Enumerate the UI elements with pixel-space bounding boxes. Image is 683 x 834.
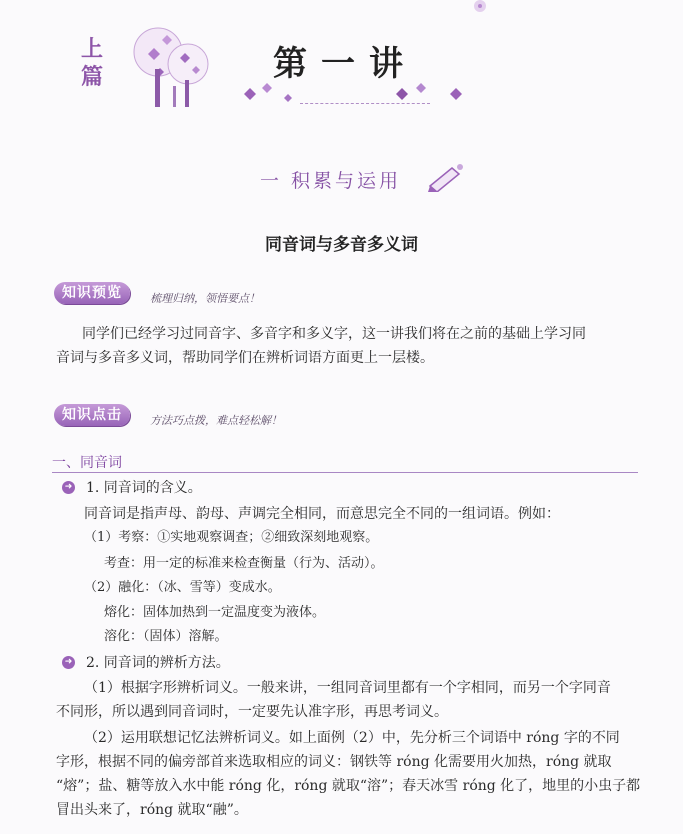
homophones-heading: 一、同音词: [52, 455, 122, 471]
item1-example2-sub2: 溶化：（固体）溶解。: [104, 629, 228, 644]
item2-p1-line2: 不同形，所以遇到同音词时，一定要先认准字形，再思考词义。: [56, 704, 448, 720]
item2-p2-line4: 冒出头来了，róng 就取“融”。: [56, 802, 248, 818]
item2-p2-line1: （2）运用联想记忆法辨析词义。如上面例（2）中，先分析三个词语中 róng 字的不同: [84, 730, 620, 746]
heading-underline: [52, 472, 638, 473]
item1-example2: （2）融化：（冰、雪等）变成水。: [84, 580, 281, 595]
flower-decoration: [460, 0, 500, 20]
side-label-top: 上: [80, 37, 103, 62]
chapter-title: 第一讲: [273, 44, 417, 84]
points-tagline: 方法巧点拨，难点轻松解！: [150, 414, 282, 427]
item1-title: 1. 同音词的含义。: [86, 480, 202, 496]
item1-definition: 同音词是指声母、韵母、声调完全相同，而意思完全不同的一组词语。例如：: [84, 506, 560, 522]
preview-paragraph-line1: 同学们已经学习过同音字、多音字和多义字，这一讲我们将在之前的基础上学习同: [82, 326, 586, 342]
preview-tagline: 梳理归纳，领悟要点！: [150, 292, 260, 305]
item1-example1: （1）考察：①实地观察调查；②细致深刻地观察。: [84, 530, 379, 545]
lesson-title: 同音词与多音多义词: [265, 235, 418, 255]
item2-p2-line3: “熔”；盐、糖等放入水中能 róng 化，róng 就取“溶”；春天冰雪 róng 化了，地里的小虫子都: [56, 778, 641, 794]
section-title: 一 积累与运用: [260, 170, 402, 192]
item1-example1-sub: 考查：用一定的标准来检查衡量（行为、活动）。: [104, 556, 384, 571]
item2-title: 2. 同音词的辨析方法。: [86, 655, 230, 671]
item2-p1-line1: （1）根据字形辨析词义。一般来讲，一组同音词里都有一个字相同，而另一个字同音: [84, 680, 611, 696]
item1-example2-sub1: 熔化：固体加热到一定温度变为液体。: [104, 605, 326, 620]
header-rule: [300, 103, 430, 104]
tree-illustration: [128, 14, 218, 110]
arrow-bullet-icon: ➜: [62, 481, 75, 494]
preview-paragraph-line2: 音词与多音多义词，帮助同学们在辨析词语方面更上一层楼。: [56, 350, 434, 366]
pencil-icon: [426, 162, 466, 192]
arrow-bullet-icon: ➜: [62, 656, 75, 669]
points-badge: 知识点击: [54, 404, 130, 426]
item2-p2-line2: 字形，根据不同的偏旁部首来选取相应的词义：钢铁等 róng 化需要用火加热，róng 就取: [56, 754, 612, 770]
preview-badge: 知识预览: [54, 282, 130, 304]
leaf-decoration: [236, 80, 476, 110]
side-label: [78, 36, 106, 92]
side-label-bottom: 篇: [80, 65, 103, 90]
